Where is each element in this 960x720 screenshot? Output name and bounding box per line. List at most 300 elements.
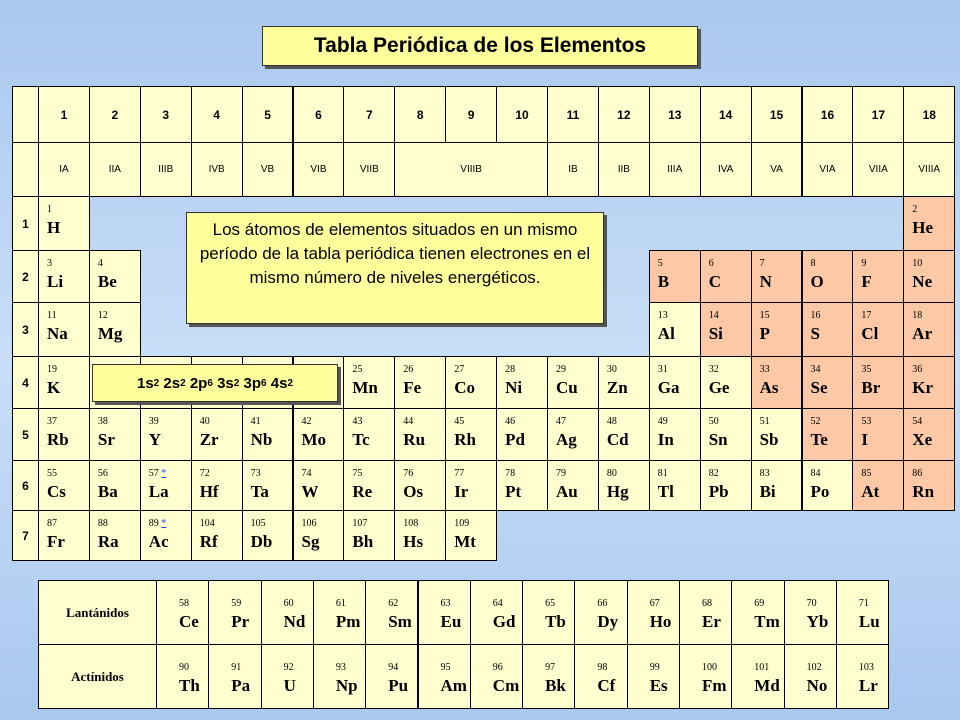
atomic-number — [861, 468, 871, 479]
element-cell[interactable] — [522, 644, 575, 709]
element-cell[interactable] — [496, 408, 548, 461]
atomic-number — [912, 468, 922, 479]
element-cell[interactable] — [38, 460, 90, 511]
element-symbol: Tb — [545, 612, 566, 631]
element-cell[interactable] — [191, 460, 243, 511]
element-cell[interactable] — [903, 460, 955, 511]
atomic-number: 68 — [702, 598, 712, 609]
atomic-number — [861, 416, 871, 427]
series-link[interactable]: * — [161, 518, 167, 529]
element-cell[interactable] — [38, 408, 90, 461]
element-symbol: In — [657, 430, 674, 449]
element-cell[interactable] — [731, 580, 784, 645]
atomic-number — [658, 364, 668, 375]
atomic-number — [556, 468, 566, 479]
element-cell[interactable] — [140, 408, 192, 461]
atomic-number-value: 81 — [657, 468, 668, 479]
element-cell[interactable] — [649, 250, 701, 303]
atomic-number — [658, 468, 668, 479]
element-cell[interactable] — [38, 510, 90, 561]
element-symbol: Cu — [556, 378, 578, 397]
atomic-number — [302, 518, 317, 529]
atomic-number: 101 — [754, 662, 770, 673]
element-cell[interactable] — [784, 580, 837, 645]
element-symbol: Hg — [606, 482, 629, 501]
atomic-number — [47, 310, 57, 321]
atomic-number — [149, 416, 159, 427]
atomic-number — [811, 310, 821, 321]
atomic-number — [403, 468, 413, 479]
element-cell[interactable] — [903, 196, 955, 251]
group-label: VIIA — [852, 142, 904, 197]
element-cell[interactable] — [802, 302, 854, 357]
element-symbol: Bh — [352, 532, 374, 551]
atomic-number — [200, 518, 215, 529]
element-symbol: Dy — [597, 612, 619, 631]
element-symbol: U — [283, 676, 296, 695]
element-symbol: Tm — [754, 612, 780, 631]
atomic-number: 64 — [492, 598, 503, 609]
element-cell[interactable] — [836, 644, 889, 709]
element-symbol: Fe — [403, 378, 422, 397]
element-symbol: Fr — [47, 532, 65, 551]
atomic-number-value: 19 — [47, 364, 57, 375]
element-symbol: Np — [335, 676, 358, 695]
atomic-number-value: 8 — [810, 258, 816, 269]
orbital-label: 3p — [239, 374, 262, 392]
group-number: 13 — [649, 86, 701, 143]
orbital-electrons: 6 — [261, 377, 267, 389]
atomic-number-value: 82 — [708, 468, 719, 479]
element-symbol: Mg — [97, 324, 123, 343]
group-label: VIB — [293, 142, 345, 197]
element-cell[interactable] — [313, 644, 366, 709]
element-cell[interactable] — [140, 510, 192, 561]
atomic-number — [912, 364, 922, 375]
element-symbol: Co — [454, 378, 475, 397]
atomic-number-value: 17 — [861, 310, 872, 321]
atomic-number — [760, 468, 770, 479]
element-cell[interactable] — [679, 644, 732, 709]
element-cell[interactable] — [547, 460, 599, 511]
element-cell[interactable] — [261, 644, 314, 709]
atomic-number-value: 25 — [352, 364, 363, 375]
atomic-number-value: 47 — [556, 416, 566, 427]
atomic-number-value: 14 — [708, 310, 719, 321]
element-symbol: Mn — [352, 378, 378, 397]
element-cell[interactable] — [208, 644, 261, 709]
atomic-number — [607, 416, 617, 427]
element-cell[interactable] — [751, 250, 803, 303]
atomic-number — [403, 416, 413, 427]
atomic-number — [98, 468, 108, 479]
period-number: 1 — [12, 196, 39, 251]
element-cell[interactable] — [89, 510, 141, 561]
group-number: 9 — [445, 86, 497, 143]
orbital-label: 1s — [136, 374, 154, 392]
atomic-number — [200, 416, 210, 427]
group-number: 5 — [242, 86, 294, 143]
atomic-number: 100 — [702, 662, 717, 673]
element-cell[interactable] — [445, 356, 497, 409]
element-symbol: I — [861, 430, 869, 449]
element-symbol: Tc — [352, 430, 370, 449]
element-symbol: Zn — [606, 378, 628, 397]
element-symbol: Pm — [335, 612, 361, 631]
atomic-number — [200, 468, 210, 479]
element-cell[interactable] — [627, 580, 680, 645]
element-cell[interactable] — [38, 250, 90, 303]
atomic-number — [709, 310, 719, 321]
atomic-number-value: 77 — [454, 468, 465, 479]
element-symbol: Re — [352, 482, 373, 501]
atomic-number — [811, 468, 821, 479]
element-symbol: Bk — [545, 676, 566, 695]
element-cell[interactable] — [394, 408, 446, 461]
element-symbol: Lu — [858, 612, 880, 631]
element-symbol: Si — [708, 324, 723, 343]
atomic-number — [912, 416, 922, 427]
group-label: IVB — [191, 142, 243, 197]
element-symbol: Ir — [454, 482, 469, 501]
element-cell[interactable] — [852, 250, 904, 303]
element-cell[interactable] — [598, 356, 650, 409]
atomic-number: 91 — [231, 662, 242, 673]
atomic-number: 59 — [231, 598, 242, 609]
element-cell[interactable] — [418, 644, 471, 709]
element-symbol: O — [810, 272, 824, 291]
element-cell[interactable] — [38, 302, 90, 357]
atomic-number-value: 43 — [352, 416, 363, 427]
atomic-number-value: 75 — [352, 468, 363, 479]
element-cell[interactable] — [903, 250, 955, 303]
element-cell[interactable] — [802, 356, 854, 409]
atomic-number: 97 — [545, 662, 556, 673]
element-cell[interactable] — [598, 408, 650, 461]
group-number: 15 — [751, 86, 803, 143]
atomic-number — [811, 364, 821, 375]
element-cell[interactable] — [852, 408, 904, 461]
atomic-number: 63 — [440, 598, 451, 609]
atomic-number — [760, 310, 770, 321]
element-symbol: Cf — [597, 676, 616, 695]
group-label: IIIA — [649, 142, 701, 197]
element-cell[interactable] — [242, 510, 294, 561]
group-number: 18 — [903, 86, 955, 143]
atomic-number-value: 39 — [148, 416, 159, 427]
element-cell[interactable] — [208, 580, 261, 645]
element-symbol: Sn — [708, 430, 728, 449]
group-number: 12 — [598, 86, 650, 143]
element-cell[interactable] — [261, 580, 314, 645]
element-symbol: Hf — [199, 482, 219, 501]
element-symbol: Tl — [657, 482, 674, 501]
atomic-number — [607, 364, 617, 375]
element-cell[interactable] — [649, 302, 701, 357]
element-cell[interactable] — [852, 460, 904, 511]
atomic-number — [149, 468, 167, 479]
element-cell[interactable] — [313, 580, 366, 645]
element-cell[interactable] — [547, 356, 599, 409]
element-cell[interactable] — [242, 408, 294, 461]
element-cell[interactable] — [700, 460, 752, 511]
orbital-electrons: 2 — [233, 377, 240, 389]
element-symbol: Ba — [97, 482, 118, 501]
element-cell[interactable] — [394, 510, 446, 561]
atomic-number-value: 11 — [47, 310, 57, 321]
atomic-number — [352, 364, 362, 375]
element-cell[interactable] — [802, 408, 854, 461]
atomic-number-value: 80 — [606, 468, 617, 479]
element-cell[interactable] — [293, 460, 345, 511]
element-cell[interactable] — [89, 250, 141, 303]
atomic-number — [658, 416, 668, 427]
element-symbol: Br — [861, 378, 881, 397]
element-cell[interactable] — [470, 644, 523, 709]
group-label: IIB — [598, 142, 650, 197]
element-cell[interactable] — [343, 408, 395, 461]
atomic-number — [352, 416, 362, 427]
atomic-number-value: 41 — [250, 416, 261, 427]
atomic-number — [861, 310, 871, 321]
element-cell[interactable] — [700, 356, 752, 409]
element-symbol: K — [47, 378, 61, 397]
atomic-number-value: 78 — [505, 468, 516, 479]
element-cell[interactable] — [574, 644, 627, 709]
element-cell[interactable] — [496, 460, 548, 511]
atomic-number — [403, 364, 413, 375]
element-cell[interactable] — [89, 408, 141, 461]
element-symbol: Hs — [403, 532, 424, 551]
element-cell[interactable] — [751, 302, 803, 357]
element-symbol: Fm — [702, 676, 727, 695]
element-cell[interactable] — [852, 356, 904, 409]
element-cell[interactable] — [802, 460, 854, 511]
element-cell[interactable] — [836, 580, 889, 645]
element-cell[interactable] — [700, 408, 752, 461]
element-cell[interactable] — [140, 460, 192, 511]
element-symbol: Lr — [858, 676, 878, 695]
element-cell[interactable] — [38, 356, 90, 409]
atomic-number — [912, 258, 922, 269]
element-cell[interactable] — [445, 510, 497, 561]
group-label: IB — [547, 142, 599, 197]
element-cell[interactable] — [598, 460, 650, 511]
atomic-number — [47, 204, 52, 215]
atomic-number-value: 49 — [657, 416, 668, 427]
period-number: 3 — [12, 302, 39, 357]
element-cell[interactable] — [700, 250, 752, 303]
element-symbol: Cl — [861, 324, 879, 343]
group-number: 14 — [700, 86, 752, 143]
element-cell[interactable] — [679, 580, 732, 645]
element-cell[interactable] — [903, 356, 955, 409]
atomic-number-value: 46 — [505, 416, 516, 427]
element-cell[interactable] — [343, 356, 395, 409]
element-cell[interactable] — [802, 250, 854, 303]
element-cell[interactable] — [242, 460, 294, 511]
element-symbol: As — [759, 378, 779, 397]
element-cell[interactable] — [89, 460, 141, 511]
atomic-number-value: 12 — [97, 310, 108, 321]
atomic-number: 69 — [754, 598, 765, 609]
atomic-number — [98, 518, 108, 529]
element-cell[interactable] — [343, 510, 395, 561]
element-cell[interactable] — [470, 580, 523, 645]
group-number: 16 — [802, 86, 854, 143]
element-cell[interactable] — [903, 302, 955, 357]
element-cell[interactable] — [394, 356, 446, 409]
element-cell[interactable] — [365, 580, 418, 645]
atomic-number — [556, 364, 566, 375]
atomic-number — [658, 310, 668, 321]
period-number: 7 — [12, 510, 39, 561]
atomic-number-value: 109 — [454, 518, 470, 529]
period-number: 5 — [12, 408, 39, 461]
element-symbol: Mo — [301, 430, 327, 449]
atomic-number — [47, 364, 57, 375]
element-cell[interactable] — [574, 580, 627, 645]
element-cell[interactable] — [191, 510, 243, 561]
atomic-number-value: 108 — [403, 518, 419, 529]
element-symbol: Cs — [47, 482, 66, 501]
element-cell[interactable] — [751, 460, 803, 511]
atomic-number-value: 16 — [810, 310, 821, 321]
group-number: 2 — [89, 86, 141, 143]
atomic-number — [251, 518, 266, 529]
element-symbol: Ag — [556, 430, 577, 449]
element-symbol: Yb — [806, 612, 829, 631]
series-link[interactable]: * — [161, 468, 167, 479]
atomic-number: 99 — [649, 662, 660, 673]
atomic-number — [658, 258, 663, 269]
element-cell[interactable] — [394, 460, 446, 511]
element-cell[interactable] — [903, 408, 955, 461]
atomic-number-value: 40 — [199, 416, 210, 427]
atomic-number — [98, 416, 108, 427]
element-cell[interactable] — [751, 408, 803, 461]
element-symbol: Al — [657, 324, 675, 343]
atomic-number — [47, 416, 57, 427]
atomic-number: 102 — [806, 662, 822, 673]
element-symbol: Ta — [250, 482, 269, 501]
atomic-number — [709, 364, 719, 375]
element-symbol: Ho — [649, 612, 672, 631]
element-symbol: Ar — [912, 324, 933, 343]
element-cell[interactable] — [649, 460, 701, 511]
element-symbol: Zr — [199, 430, 219, 449]
element-symbol: Sg — [301, 532, 320, 551]
atomic-number: 70 — [806, 598, 817, 609]
atomic-number-value: 51 — [759, 416, 770, 427]
atomic-number-value: 57 — [148, 468, 159, 479]
element-symbol: H — [47, 218, 61, 237]
element-cell[interactable] — [751, 356, 803, 409]
atomic-number — [709, 416, 719, 427]
element-cell[interactable] — [89, 302, 141, 357]
atomic-number-value: 72 — [199, 468, 210, 479]
orbital-electrons: 2 — [153, 377, 160, 389]
period-number: 2 — [12, 250, 39, 303]
element-symbol: Db — [250, 532, 273, 551]
atomic-number — [454, 416, 464, 427]
element-symbol: Ce — [179, 612, 199, 631]
atomic-number — [98, 258, 103, 269]
atomic-number-value: 48 — [606, 416, 617, 427]
atomic-number-value: 4 — [97, 258, 103, 269]
atomic-number-value: 33 — [759, 364, 770, 375]
atomic-number-value: 9 — [861, 258, 867, 269]
atomic-number: 103 — [858, 662, 874, 673]
atomic-number — [47, 258, 52, 269]
element-cell[interactable] — [293, 408, 345, 461]
element-symbol: Ni — [505, 378, 523, 397]
element-cell[interactable] — [784, 644, 837, 709]
element-cell[interactable] — [649, 408, 701, 461]
element-cell[interactable] — [38, 196, 90, 251]
element-cell[interactable] — [522, 580, 575, 645]
element-cell[interactable] — [649, 356, 701, 409]
element-symbol: W — [301, 482, 319, 501]
element-cell[interactable] — [496, 356, 548, 409]
atomic-number — [912, 310, 922, 321]
atomic-number: 65 — [545, 598, 556, 609]
group-number: 11 — [547, 86, 599, 143]
element-cell[interactable] — [547, 408, 599, 461]
group-label: VIA — [802, 142, 854, 197]
atomic-number-value: 3 — [47, 258, 52, 269]
atomic-number — [352, 518, 367, 529]
element-symbol: Pa — [231, 676, 251, 695]
element-cell[interactable] — [700, 302, 752, 357]
element-cell[interactable] — [365, 644, 418, 709]
group-label: IIA — [89, 142, 141, 197]
group-label: IA — [38, 142, 90, 197]
atomic-number-value: 54 — [912, 416, 923, 427]
element-cell[interactable] — [418, 580, 471, 645]
atomic-number — [251, 416, 261, 427]
atomic-number — [302, 468, 312, 479]
element-symbol: Th — [179, 676, 200, 695]
atomic-number-value: 38 — [97, 416, 108, 427]
element-symbol: N — [759, 272, 772, 291]
element-cell[interactable] — [445, 460, 497, 511]
element-symbol: Es — [649, 676, 668, 695]
orbital-label: 3s — [212, 374, 234, 392]
element-cell[interactable] — [156, 580, 209, 645]
element-cell[interactable] — [627, 644, 680, 709]
atomic-number-value: 7 — [759, 258, 765, 269]
atomic-number-value: 44 — [403, 416, 414, 427]
element-cell[interactable] — [191, 408, 243, 461]
element-symbol: Be — [97, 272, 117, 291]
atomic-number: 93 — [335, 662, 346, 673]
element-cell[interactable] — [731, 644, 784, 709]
atomic-number — [811, 416, 821, 427]
element-cell[interactable] — [343, 460, 395, 511]
element-cell[interactable] — [445, 408, 497, 461]
atomic-number-value: 27 — [454, 364, 465, 375]
series-label: Actínidos — [38, 644, 157, 709]
element-symbol: Cd — [606, 430, 629, 449]
atomic-number-value: 13 — [657, 310, 668, 321]
element-cell[interactable] — [293, 510, 345, 561]
atomic-number — [912, 204, 917, 215]
element-symbol: Bi — [759, 482, 776, 501]
element-symbol: Pr — [231, 612, 250, 631]
element-cell[interactable] — [852, 302, 904, 357]
element-cell[interactable] — [156, 644, 209, 709]
